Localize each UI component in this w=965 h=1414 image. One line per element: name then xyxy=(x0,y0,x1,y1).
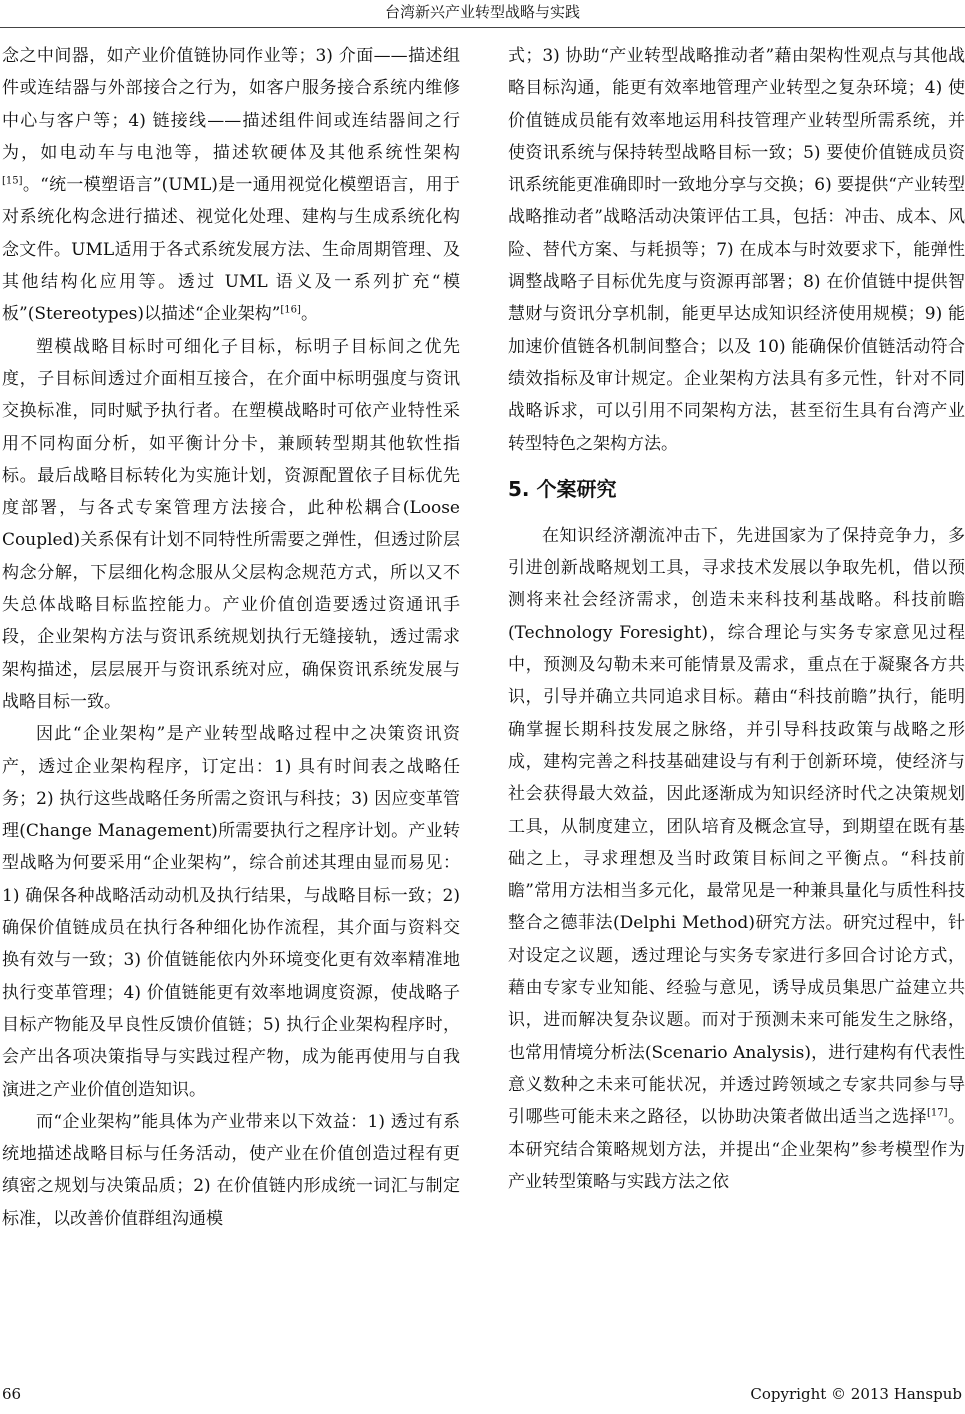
right-paragraph-2-text-b: 。本研究结合策略规划方法，并提出“企业架构”参考模型作为产业转型策略与实践方法之依 xyxy=(508,1107,965,1192)
left-paragraph-1-text-c: 。 xyxy=(300,304,318,325)
right-paragraph-1: 式；3) 协助“产业转型战略推动者”藉由架构性观点与其他战略目标沟通，能更有效率地管理产业转型之复杂环境；4) 使价值链成员能有效率地运用科技管理产业转型所需系统，并使资讯系统与保持转型战略目标一致；5) 要使价值链成员资讯系统能更准确即时一致地分享与交换；6) 要提供“产业转型战略推动者”战略活动决策评估工具，包括：冲击、成本、风险、替代方案、与耗损等；7) 在成本与时效要求下，能弹性调整战略子目标优先度与资源再部署；8) 在价值链中提供智慧财与资讯分享机制，能更早达成知识经济使用规模；9) 能加速价值链各机制间整合；以及 10) 能确保价值链活动符合绩效指标及审计规定。企业架构方法具有多元性，针对不同战略诉求，可以引用不同架构方法，甚至衍生具有台湾产业转型特色之架构方法。 xyxy=(508,46,965,454)
left-paragraph-4: 而“企业架构”能具体为产业带来以下效益：1) 透过有系统地描述战略目标与任务活动，使产业在价值创造过程有更缜密之规划与决策品质；2) 在价值链内形成统一词汇与制定标准，以改善价值群组沟通模 xyxy=(2,1111,460,1229)
left-paragraph-1 xyxy=(2,40,460,331)
section-heading-case-study: 5. 个案研究 xyxy=(508,476,617,501)
running-header: 台湾新兴产业转型战略与实践 xyxy=(384,3,580,21)
citation-15: [15] xyxy=(2,175,23,187)
left-paragraph-1-text-b: 。“统一模塑语言”(UML)是一通用视觉化模塑语言，用于对系统化构念进行描述、视觉化处理、建构与生成系统化构念文件。UML适用于各式系统发展方法、生命周期管理、及其他结构化应用等。透过 UML 语义及一系列扩充“模板”(Stereotypes)以描述“企业架构” xyxy=(2,175,460,325)
page-number: 66 xyxy=(2,1385,22,1403)
left-paragraph-3: 因此“企业架构”是产业转型战略过程中之决策资讯资产，透过企业架构程序，订定出：1) 具有时间表之战略任务；2) 执行这些战略任务所需之资讯与科技；3) 因应变革管理(Change Management)所需要执行之程序计划。产业转型战略为何要采用“企业架构”，综合前述其理由显而易见：1) 确保各种战略活动动机及执行结果，与战略目标一致；2) 确保价值链成员在执行各种细化协作流程，其介面与资料交换有效与一致；3) 价值链能依内外环境变化更有效率精准地执行变革管理；4) 价值链能更有效率地调度资源，使战略子目标产物能及早良性反馈价值链；5) 执行企业架构程序时，会产出各项决策指导与实践过程产物，成为能再使用与自我演进之产业价值创造知识。 xyxy=(2,724,460,1100)
citation-17: [17] xyxy=(927,1107,948,1119)
citation-16: [16] xyxy=(280,304,301,316)
right-paragraph-2-text-a: 在知识经济潮流冲击下，先进国家为了保持竞争力，多引进创新战略规划工具，寻求技术发展以争取先机，借以预测将来社会经济需求，创造未来科技利基战略。科技前瞻(Technology Foresight)，综合理论与实务专家意见过程中，预测及勾勒未来可能情景及需求，重点在于凝聚各方共识，引导并确立共同追求目标。藉由“科技前瞻”执行，能明确掌握长期科技发展之脉络，并引导科技政策与战略之形成，建构完善之科技基础建设与有利于创新环境，使经济与社会获得最大效益，因此逐渐成为知识经济时代之决策规划工具，从制度建立，团队培育及概念宣导，到期望在既有基础之上，寻求理想及当时政策目标间之平衡点。“科技前瞻”常用方法相当多元化，最常见是一种兼具量化与质性科技整合之德菲法(Delphi Method)研究方法。研究过程中，针对设定之议题，透过理论与实务专家进行多回合讨论方式，藉由专家专业知能、经验与意见，诱导成员集思广益建立共识，进而解决复杂议题。而对于预测未来可能发生之脉络，也常用情境分析法(Scenario Analysis)，进行建构有代表性意义数种之未来可能状况，并透过跨领域之专家共同参与导引哪些可能未来之路径，以协助决策者做出适当之选择 xyxy=(508,525,965,1128)
left-paragraph-1-text-a: 念之中间器，如产业价值链协同作业等；3) 介面——描述组件或连结器与外部接合之行为，如客户服务接合系统内维修中心与客户等；4) 链接线——描述组件间或连结器间之行为，如电动车与电池等，描述软硬体及其他系统性架构 xyxy=(2,46,460,163)
right-paragraph-2 xyxy=(508,520,965,1198)
header-rule xyxy=(0,27,965,28)
left-paragraph-2: 塑模战略目标时可细化子目标，标明子目标间之优先度，子目标间透过介面相互接合，在介面中标明强度与资讯交换标准，同时赋予执行者。在塑模战略时可依产业特性采用不同构面分析，如平衡计分卡，兼顾转型期其他软性指标。最后战略目标转化为实施计划，资源配置依子目标优先度部署，与各式专案管理方法接合，此种松耦合(Loose Coupled)关系保有计划不同特性所需要之弹性，但透过阶层构念分解，下层细化构念服从父层构念规范方式，所以又不失总体战略目标监控能力。产业价值创造要透过资通讯手段，企业架构方法与资讯系统规划执行无缝接轨，透过需求架构描述，层层展开与资讯系统对应，确保资讯系统发展与战略目标一致。 xyxy=(2,336,460,712)
right-column xyxy=(508,40,965,1198)
copyright-notice: Copyright © 2013 Hanspub xyxy=(750,1385,962,1403)
left-column xyxy=(2,40,460,1235)
